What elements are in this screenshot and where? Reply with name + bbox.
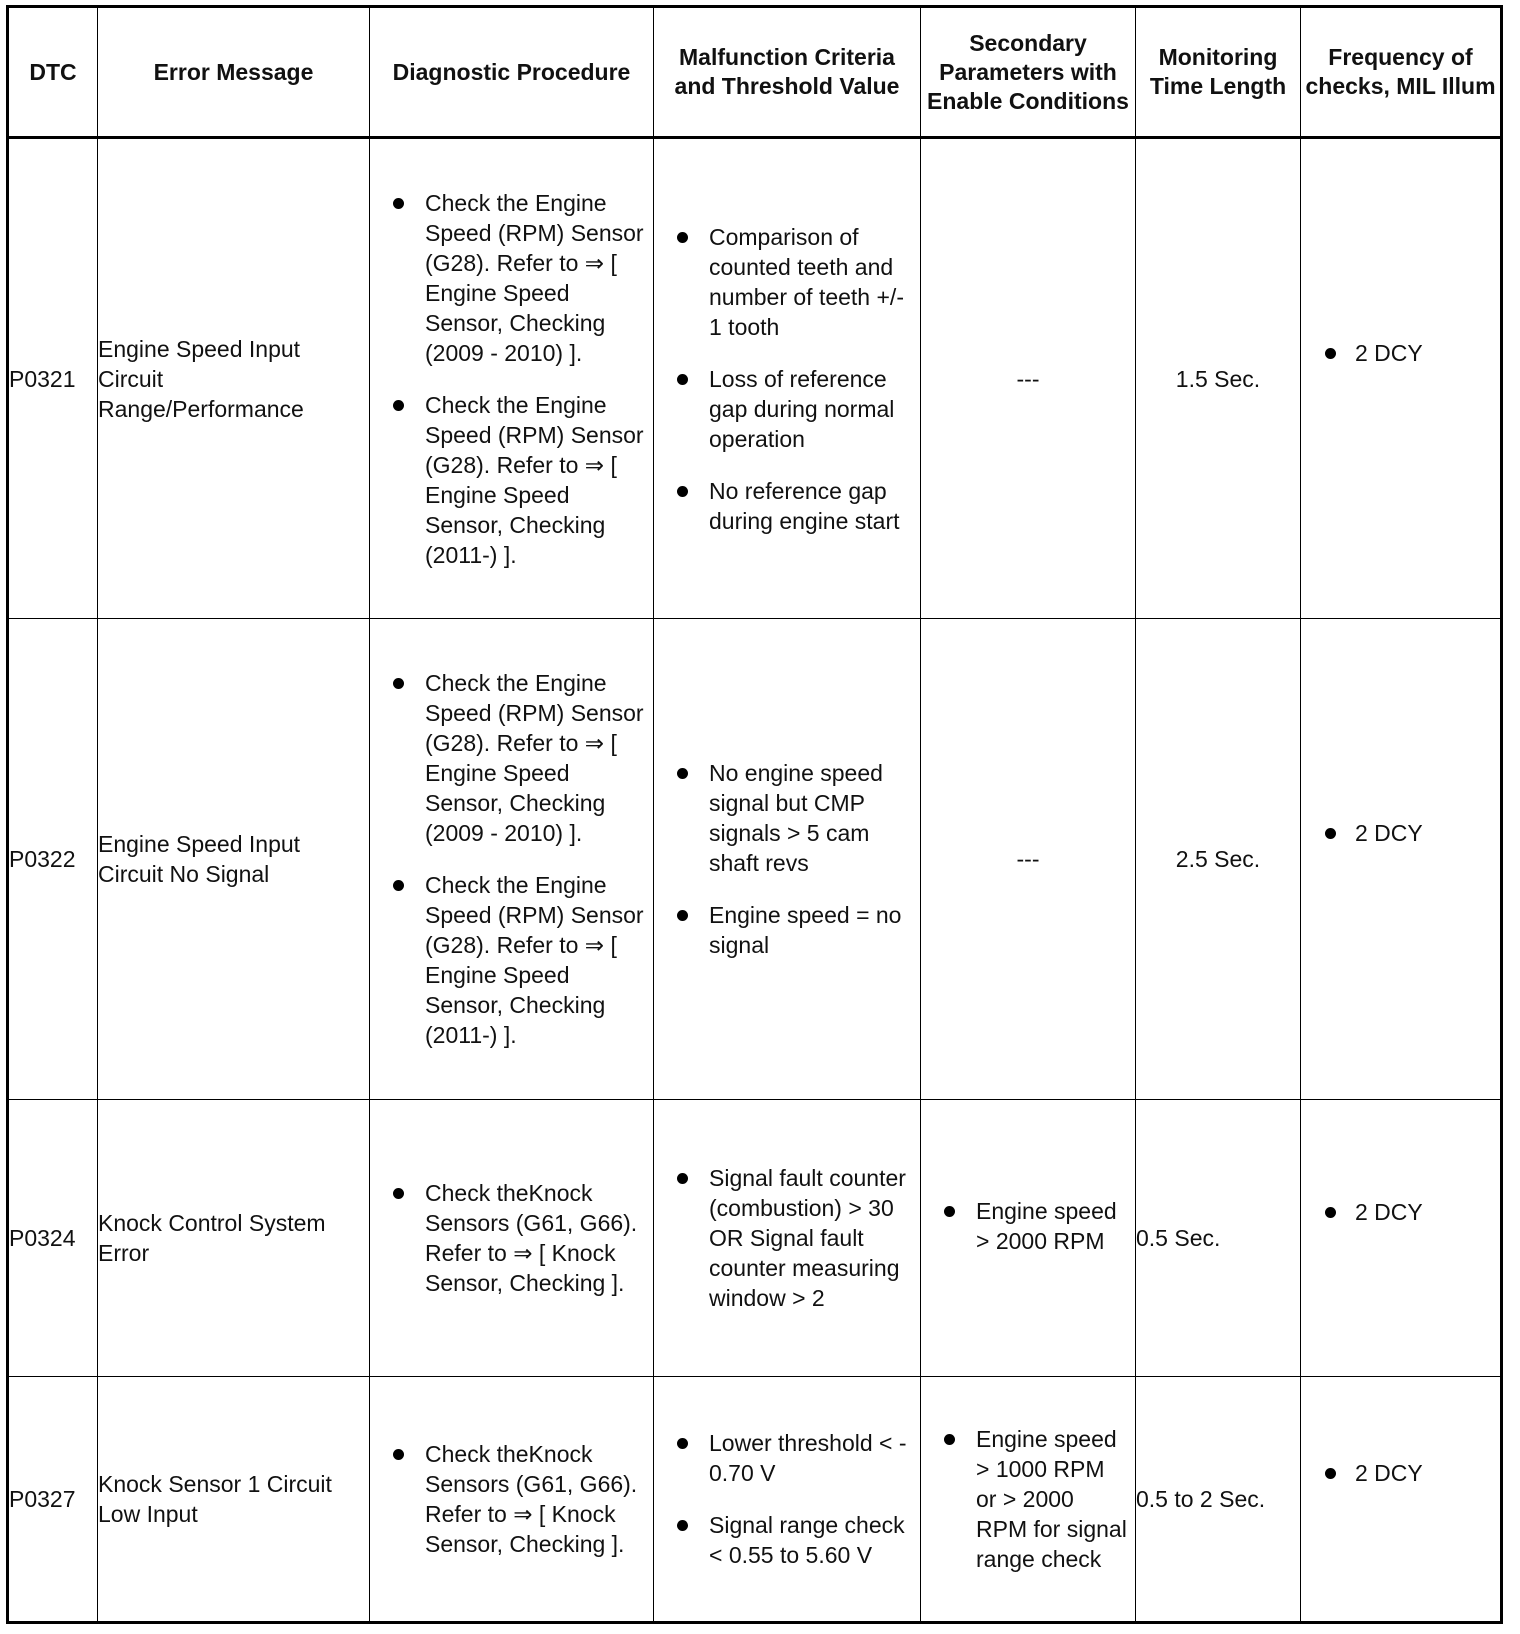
frequency: [1301, 1100, 1502, 1377]
criteria-item: No reference gap during engine start: [709, 476, 916, 536]
bullet-icon: [393, 678, 404, 689]
bullet-icon: [677, 374, 688, 385]
criteria-item: Signal fault counter (combustion) > 30 OR Signal fault counter measuring window > 2: [709, 1163, 916, 1313]
header-malfunction-criteria: Malfunction Criteria and Threshold Value: [654, 7, 921, 138]
criteria-item: Comparison of counted teeth and number of teeth +/- 1 tooth: [709, 222, 916, 342]
bullet-icon: [1325, 1468, 1336, 1479]
frequency-item: 2 DCY: [1355, 818, 1500, 848]
error-message: Knock Control System Error: [98, 1100, 370, 1377]
table-row: [8, 619, 1502, 1100]
procedure-item: Check theKnock Sensors (G61, G66). Refer to ⇒ [ Knock Sensor, Checking ].: [425, 1178, 649, 1298]
secondary-item: Engine speed > 1000 RPM or > 2000 RPM for signal range check: [976, 1424, 1131, 1574]
malfunction-criteria: [654, 1377, 921, 1623]
monitoring-time: 1.5 Sec.: [1136, 138, 1301, 619]
bullet-icon: [393, 1188, 404, 1199]
bullet-icon: [393, 1449, 404, 1460]
table-row: [8, 1100, 1502, 1377]
bullet-icon: [393, 880, 404, 891]
dtc-code: P0327: [8, 1377, 98, 1623]
header-monitoring-time: Monitoring Time Length: [1136, 7, 1301, 138]
bullet-icon: [393, 400, 404, 411]
malfunction-criteria: [654, 619, 921, 1100]
secondary-parameters: [921, 1100, 1136, 1377]
bullet-icon: [677, 910, 688, 921]
error-message: Knock Sensor 1 Circuit Low Input: [98, 1377, 370, 1623]
procedure-item: Check theKnock Sensors (G61, G66). Refer to ⇒ [ Knock Sensor, Checking ].: [425, 1439, 649, 1559]
bullet-icon: [1325, 828, 1336, 839]
frequency-item: 2 DCY: [1355, 338, 1500, 368]
criteria-item: Lower threshold < - 0.70 V: [709, 1428, 916, 1488]
diagnostic-procedure: [370, 1100, 654, 1377]
dtc-code: P0322: [8, 619, 98, 1100]
criteria-item: No engine speed signal but CMP signals > 5 cam shaft revs: [709, 758, 916, 878]
frequency: [1301, 1377, 1502, 1623]
diagnostic-procedure: [370, 138, 654, 619]
monitoring-time: 0.5 Sec.: [1136, 1100, 1301, 1377]
header-frequency: Frequency of checks, MIL Illum: [1301, 7, 1502, 138]
secondary-parameters: ---: [921, 138, 1136, 619]
diagnostic-procedure: [370, 619, 654, 1100]
procedure-item: Check the Engine Speed (RPM) Sensor (G28). Refer to ⇒ [ Engine Speed Sensor, Checking (2009 - 2010) ].: [425, 668, 649, 848]
malfunction-criteria: [654, 1100, 921, 1377]
frequency-item: 2 DCY: [1355, 1458, 1500, 1488]
secondary-item: Engine speed > 2000 RPM: [976, 1196, 1131, 1256]
bullet-icon: [1325, 1207, 1336, 1218]
dtc-code: P0324: [8, 1100, 98, 1377]
bullet-icon: [1325, 348, 1336, 359]
secondary-parameters: [921, 1377, 1136, 1623]
bullet-icon: [677, 768, 688, 779]
criteria-item: Signal range check < 0.55 to 5.60 V: [709, 1510, 916, 1570]
bullet-icon: [677, 1173, 688, 1184]
bullet-icon: [944, 1434, 955, 1445]
frequency: [1301, 138, 1502, 619]
error-message: Engine Speed Input Circuit No Signal: [98, 619, 370, 1100]
dtc-code: P0321: [8, 138, 98, 619]
header-row: [8, 7, 1502, 138]
monitoring-time: 0.5 to 2 Sec.: [1136, 1377, 1301, 1623]
bullet-icon: [677, 232, 688, 243]
diagnostic-procedure: [370, 1377, 654, 1623]
header-secondary-parameters: Secondary Parameters with Enable Conditions: [921, 7, 1136, 138]
monitoring-time: 2.5 Sec.: [1136, 619, 1301, 1100]
frequency-item: 2 DCY: [1355, 1197, 1500, 1227]
malfunction-criteria: [654, 138, 921, 619]
table-row: [8, 1377, 1502, 1623]
bullet-icon: [393, 198, 404, 209]
bullet-icon: [677, 1520, 688, 1531]
bullet-icon: [677, 1438, 688, 1449]
criteria-item: Loss of reference gap during normal operation: [709, 364, 916, 454]
frequency: [1301, 619, 1502, 1100]
procedure-item: Check the Engine Speed (RPM) Sensor (G28). Refer to ⇒ [ Engine Speed Sensor, Checking (2011-) ].: [425, 390, 649, 570]
procedure-item: Check the Engine Speed (RPM) Sensor (G28). Refer to ⇒ [ Engine Speed Sensor, Checking (2011-) ].: [425, 870, 649, 1050]
table-row: [8, 138, 1502, 619]
error-message: Engine Speed Input Circuit Range/Performance: [98, 138, 370, 619]
bullet-icon: [677, 486, 688, 497]
criteria-item: Engine speed = no signal: [709, 900, 916, 960]
header-error-message: Error Message: [98, 7, 370, 138]
bullet-icon: [944, 1206, 955, 1217]
header-diagnostic-procedure: Diagnostic Procedure: [370, 7, 654, 138]
dtc-table: [6, 5, 1503, 1624]
secondary-parameters: ---: [921, 619, 1136, 1100]
header-dtc: DTC: [8, 7, 98, 138]
procedure-item: Check the Engine Speed (RPM) Sensor (G28). Refer to ⇒ [ Engine Speed Sensor, Checking (2009 - 2010) ].: [425, 188, 649, 368]
